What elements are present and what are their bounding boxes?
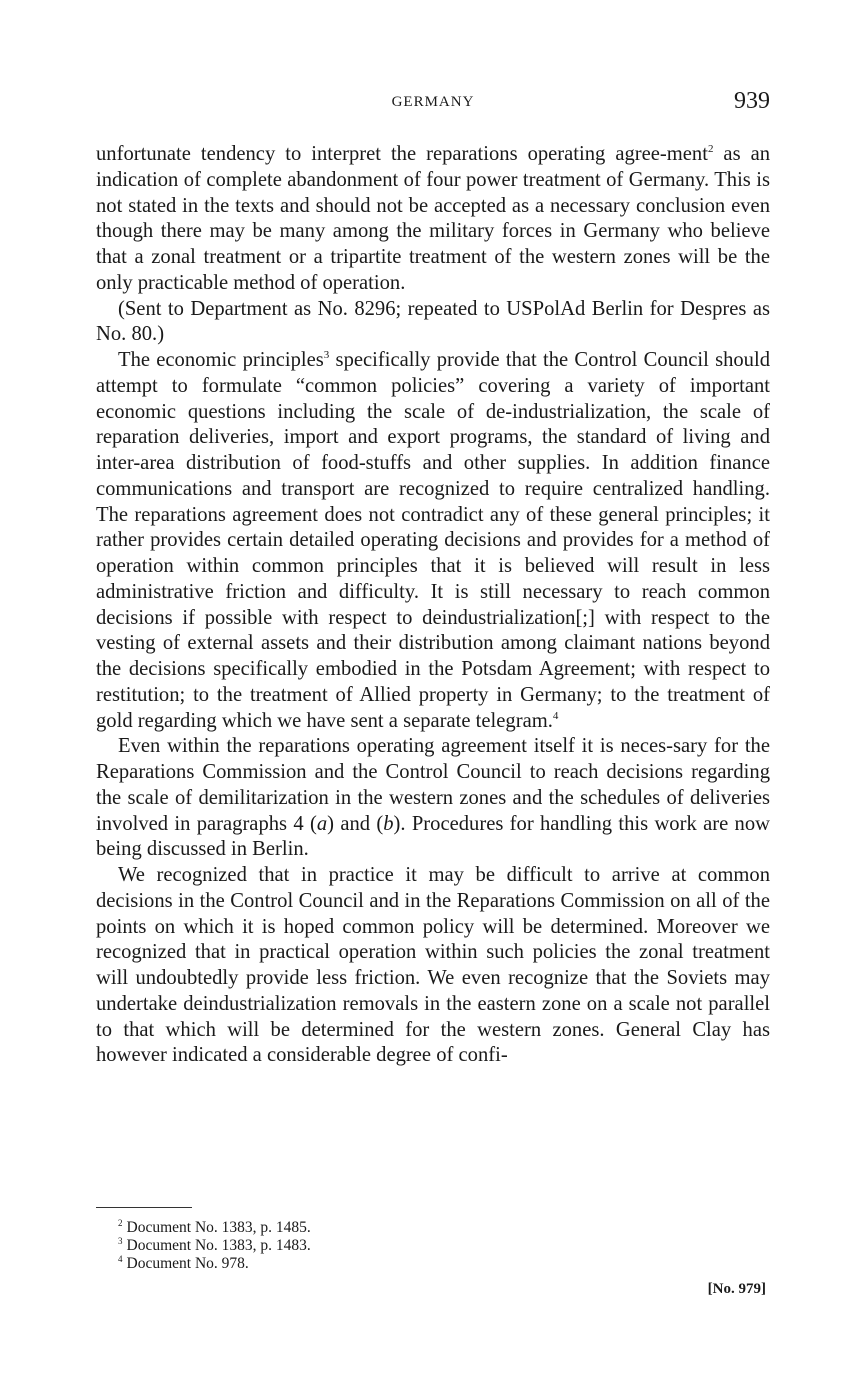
footnote-mark: 4 (118, 1253, 123, 1264)
paragraph-2: (Sent to Department as No. 8296; repeated to USPolAd Berlin for Despres as No. 80.) (96, 297, 770, 346)
paragraph-4-italic-b: b (383, 812, 394, 835)
footnote-2 (118, 1219, 758, 1237)
footnote-4 (118, 1255, 758, 1273)
footnote-text: Document No. 978. (126, 1255, 249, 1272)
body-text (96, 142, 770, 1069)
paragraph-4-text-a: Even within the reparations operating agreement itself it is neces-sary for the Reparations Commission and the Control Council to reach decisions regarding the scale of demilitarization in the western zones and the schedules of deliveries involved in paragraphs 4 ( (96, 735, 770, 835)
footnote-divider (96, 1207, 192, 1208)
paragraph-4 (96, 734, 770, 863)
paragraph-3 (96, 348, 770, 734)
footnotes (118, 1219, 758, 1273)
paragraph-4-text-b: ) and ( (327, 812, 384, 835)
page-number: 939 (734, 88, 770, 114)
footnote-ref-4: 4 (552, 709, 559, 722)
footnote-text: Document No. 1383, p. 1485. (126, 1219, 311, 1236)
running-title: GERMANY (391, 94, 475, 110)
paragraph-3-text-b: specifically provide that the Control Council should attempt to formulate “common policies” covering a variety of important economic questions including the scale of de-industrialization, the scale of reparation deliveries, import and export programs, the standard of living and inter-area distribution of food-stuffs and other supplies. In addition finance communications and transport are recognized to require centralized handling. The reparations agreement does not contradict any of these general principles; it rather provides certain detailed operating decisions and provides for a method of operation within common principles that it is believed will result in less administrative friction and difficulty. It is still necessary to reach common decisions if possible with respect to deindustrialization[;] with respect to the vesting of external assets and their distribution among claimant nations beyond the decisions specifically embodied in the Potsdam Agreement; with respect to restitution; to the treatment of Allied property in Germany; to the treatment of gold regarding which we have sent a separate telegram. (96, 349, 770, 732)
paragraph-1 (96, 142, 770, 297)
footnote-text: Document No. 1383, p. 1483. (126, 1237, 311, 1254)
paragraph-3-text-a: The economic principles (118, 349, 324, 371)
footnote-mark: 2 (118, 1217, 123, 1228)
footnote-3 (118, 1237, 758, 1255)
footnote-ref-3: 3 (323, 349, 330, 362)
footnote-mark: 3 (118, 1235, 123, 1246)
document-number-mark: [No. 979] (707, 1281, 766, 1297)
footnote-ref-2: 2 (707, 143, 714, 156)
paragraph-4-italic-a: a (316, 812, 328, 835)
paragraph-4-text-c: ). Procedures for handling this work are now being discussed in Berlin. (96, 812, 770, 861)
running-head (96, 88, 770, 122)
paragraph-1-text-a: unfortunate tendency to interpret the reparations operating agree-ment (96, 143, 708, 165)
paragraph-1-text-b: as an indication of complete abandonment of four power treatment of Germany. This is not stated in the texts and should not be accepted as a necessary conclusion even though there may be many among the military forces in Germany who believe that a zonal treatment or a tripartite treatment of the western zones will be the only practicable method of operation. (96, 143, 771, 294)
paragraph-5: We recognized that in practice it may be difficult to arrive at common decisions in the Control Council and in the Reparations Commission on all of the points on which it is hoped common policy will be determined. Moreover we recognized that in practical operation within such policies the zonal treatment will undoubtedly provide less friction. We even recognize that the Soviets may undertake deindustrialization removals in the eastern zone on a scale not parallel to that which will be determined for the western zones. General Clay has however indicated a considerable degree of confi- (96, 864, 770, 1067)
